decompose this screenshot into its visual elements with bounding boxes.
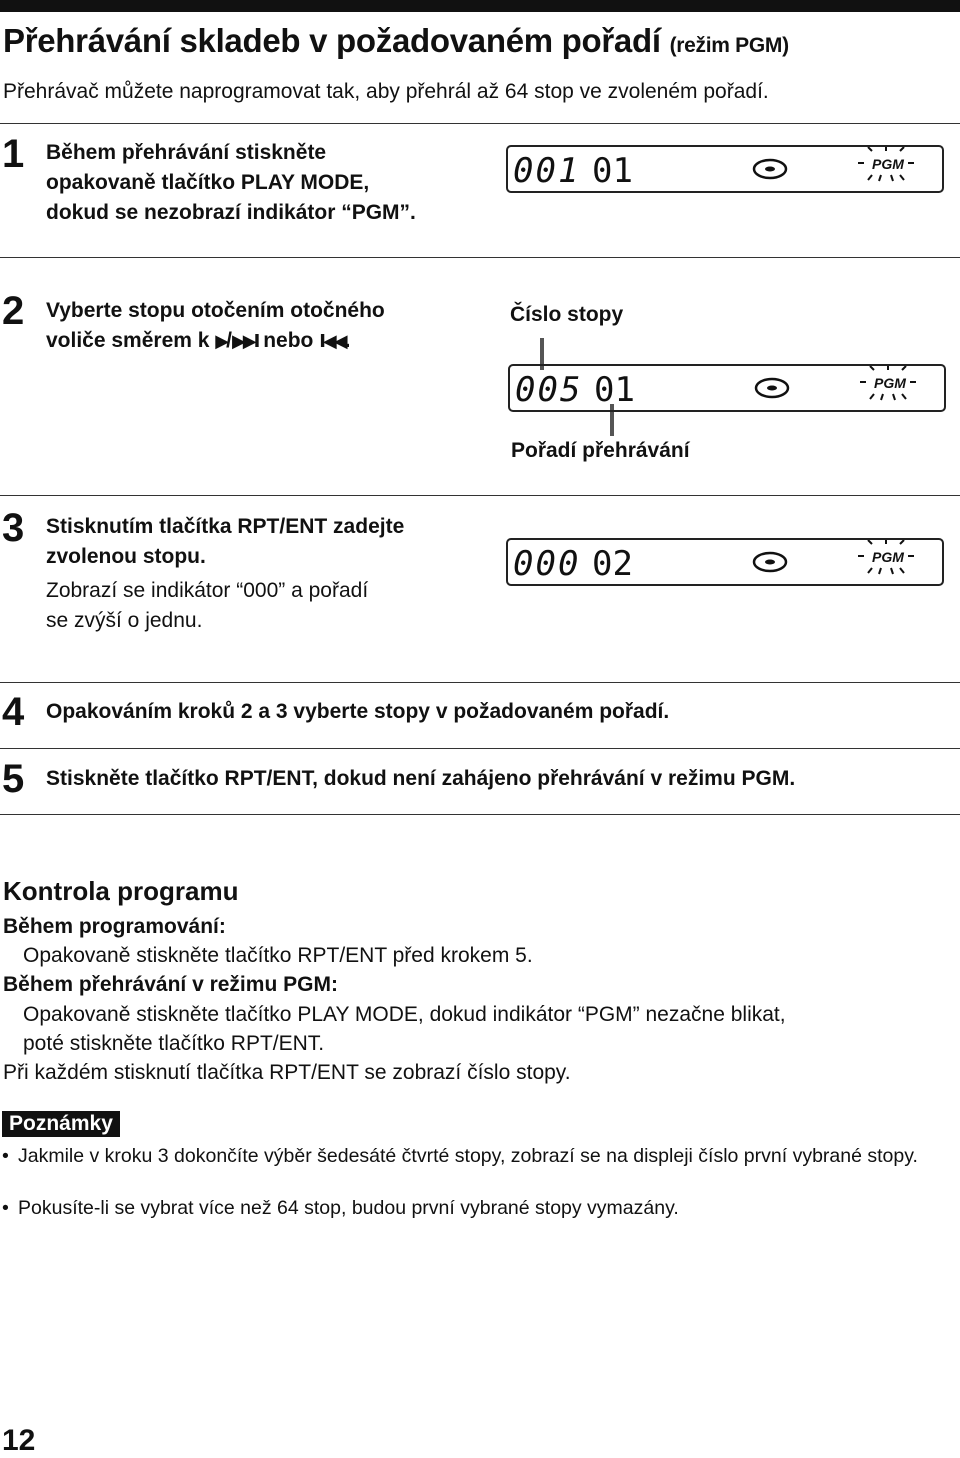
play-order-label: Pořadí přehrávání bbox=[511, 439, 690, 462]
notes-badge: Poznámky bbox=[2, 1111, 120, 1137]
previous-track-icon: I◀◀ bbox=[319, 331, 345, 352]
step-1-line: opakovaně tlačítko PLAY MODE, bbox=[46, 171, 370, 194]
step-5-line: Stiskněte tlačítko RPT/ENT, dokud není zahájeno přehrávání v režimu PGM. bbox=[46, 767, 796, 790]
divider bbox=[0, 257, 960, 258]
play-icon: ▶ bbox=[215, 331, 227, 352]
step-2-line2-b: nebo bbox=[263, 329, 314, 352]
step-5-number: 5 bbox=[2, 757, 25, 801]
note-text: Jakmile v kroku 3 dokončíte výběr šedesáté čtvrté stopy, zobrazí se na displeji číslo první vybrané stopy. bbox=[18, 1145, 918, 1167]
bullet: • bbox=[2, 1145, 9, 1167]
during-pgm-heading: Během přehrávání v režimu PGM: bbox=[3, 973, 338, 996]
track-number-label: Číslo stopy bbox=[510, 303, 624, 326]
step-3-line: Zobrazí se indikátor “000” a pořadí bbox=[46, 579, 369, 602]
lcd-display-2 bbox=[508, 364, 946, 412]
during-pgm-text-1: Opakovaně stiskněte tlačítko PLAY MODE, dokud indikátor “PGM” nezačne blikat, bbox=[23, 1003, 786, 1026]
step-4-line: Opakováním kroků 2 a 3 vyberte stopy v požadovaném pořadí. bbox=[46, 700, 670, 723]
top-bar bbox=[0, 0, 960, 12]
disc-icon bbox=[756, 379, 788, 397]
lcd-track: 000 bbox=[513, 544, 581, 584]
step-3-line: se zvýší o jednu. bbox=[46, 609, 203, 632]
page-title-main: Přehrávání skladeb v požadovaném pořadí bbox=[3, 22, 661, 59]
step-3-line: zvolenou stopu. bbox=[46, 545, 206, 568]
note-text: Pokusíte-li se vybrat více než 64 stop, budou první vybrané stopy vymazány. bbox=[18, 1197, 679, 1219]
step-2-line2 bbox=[46, 326, 385, 357]
step-4-number: 4 bbox=[2, 690, 25, 734]
step-1-line: dokud se nezobrazí indikátor “PGM”. bbox=[46, 201, 416, 224]
step-5-text bbox=[46, 764, 795, 794]
lcd-order: 02 bbox=[592, 544, 633, 584]
lcd-order: 01 bbox=[594, 370, 635, 410]
intro-text: Přehrávač můžete naprogramovat tak, aby přehrál až 64 stop ve zvoleném pořadí. bbox=[3, 80, 769, 103]
step-2-line1: Vyberte stopu otočením otočného bbox=[46, 299, 385, 322]
step-1-number: 1 bbox=[2, 132, 25, 176]
note-item bbox=[2, 1143, 957, 1169]
during-pgm-text-2: poté stiskněte tlačítko RPT/ENT. bbox=[23, 1032, 325, 1055]
divider bbox=[0, 495, 960, 496]
page-title-sub: (režim PGM) bbox=[669, 34, 789, 57]
slash: / bbox=[226, 329, 232, 352]
step-2-line2-a: voliče směrem k bbox=[46, 329, 210, 352]
note-item bbox=[2, 1195, 957, 1221]
lcd-track: 001 bbox=[513, 151, 581, 191]
step-2-text bbox=[46, 296, 385, 357]
page-number: 12 bbox=[2, 1424, 36, 1457]
step-4-text bbox=[46, 697, 669, 727]
lcd-order: 01 bbox=[592, 151, 633, 191]
during-programming-text: Opakovaně stiskněte tlačítko RPT/ENT před krokem 5. bbox=[23, 944, 533, 967]
bullet: • bbox=[2, 1197, 9, 1219]
lcd-display-1 bbox=[506, 145, 944, 193]
pgm-indicator: PGM bbox=[872, 549, 904, 565]
lcd-display-3 bbox=[506, 538, 944, 586]
lcd-track: 005 bbox=[515, 370, 583, 410]
check-program-heading: Kontrola programu bbox=[3, 876, 239, 906]
divider bbox=[0, 814, 960, 815]
pgm-indicator: PGM bbox=[872, 156, 904, 172]
each-press-text: Při každém stisknutí tlačítka RPT/ENT se zobrazí číslo stopy. bbox=[3, 1061, 571, 1084]
step-3-text bbox=[46, 512, 404, 636]
step-1-line: Během přehrávání stiskněte bbox=[46, 141, 327, 164]
step-1-text bbox=[46, 138, 416, 228]
divider bbox=[0, 123, 960, 124]
page-title bbox=[3, 22, 789, 60]
divider bbox=[0, 682, 960, 683]
step-2-number: 2 bbox=[2, 289, 25, 333]
pgm-indicator: PGM bbox=[874, 375, 906, 391]
step-3-number: 3 bbox=[2, 506, 25, 550]
step-3-line: Stisknutím tlačítka RPT/ENT zadejte bbox=[46, 515, 405, 538]
next-track-icon: ▶▶I bbox=[231, 331, 258, 352]
disc-icon bbox=[754, 553, 786, 571]
during-programming-heading: Během programování: bbox=[3, 915, 226, 938]
period: . bbox=[344, 329, 351, 352]
disc-icon bbox=[754, 160, 786, 178]
divider bbox=[0, 748, 960, 749]
